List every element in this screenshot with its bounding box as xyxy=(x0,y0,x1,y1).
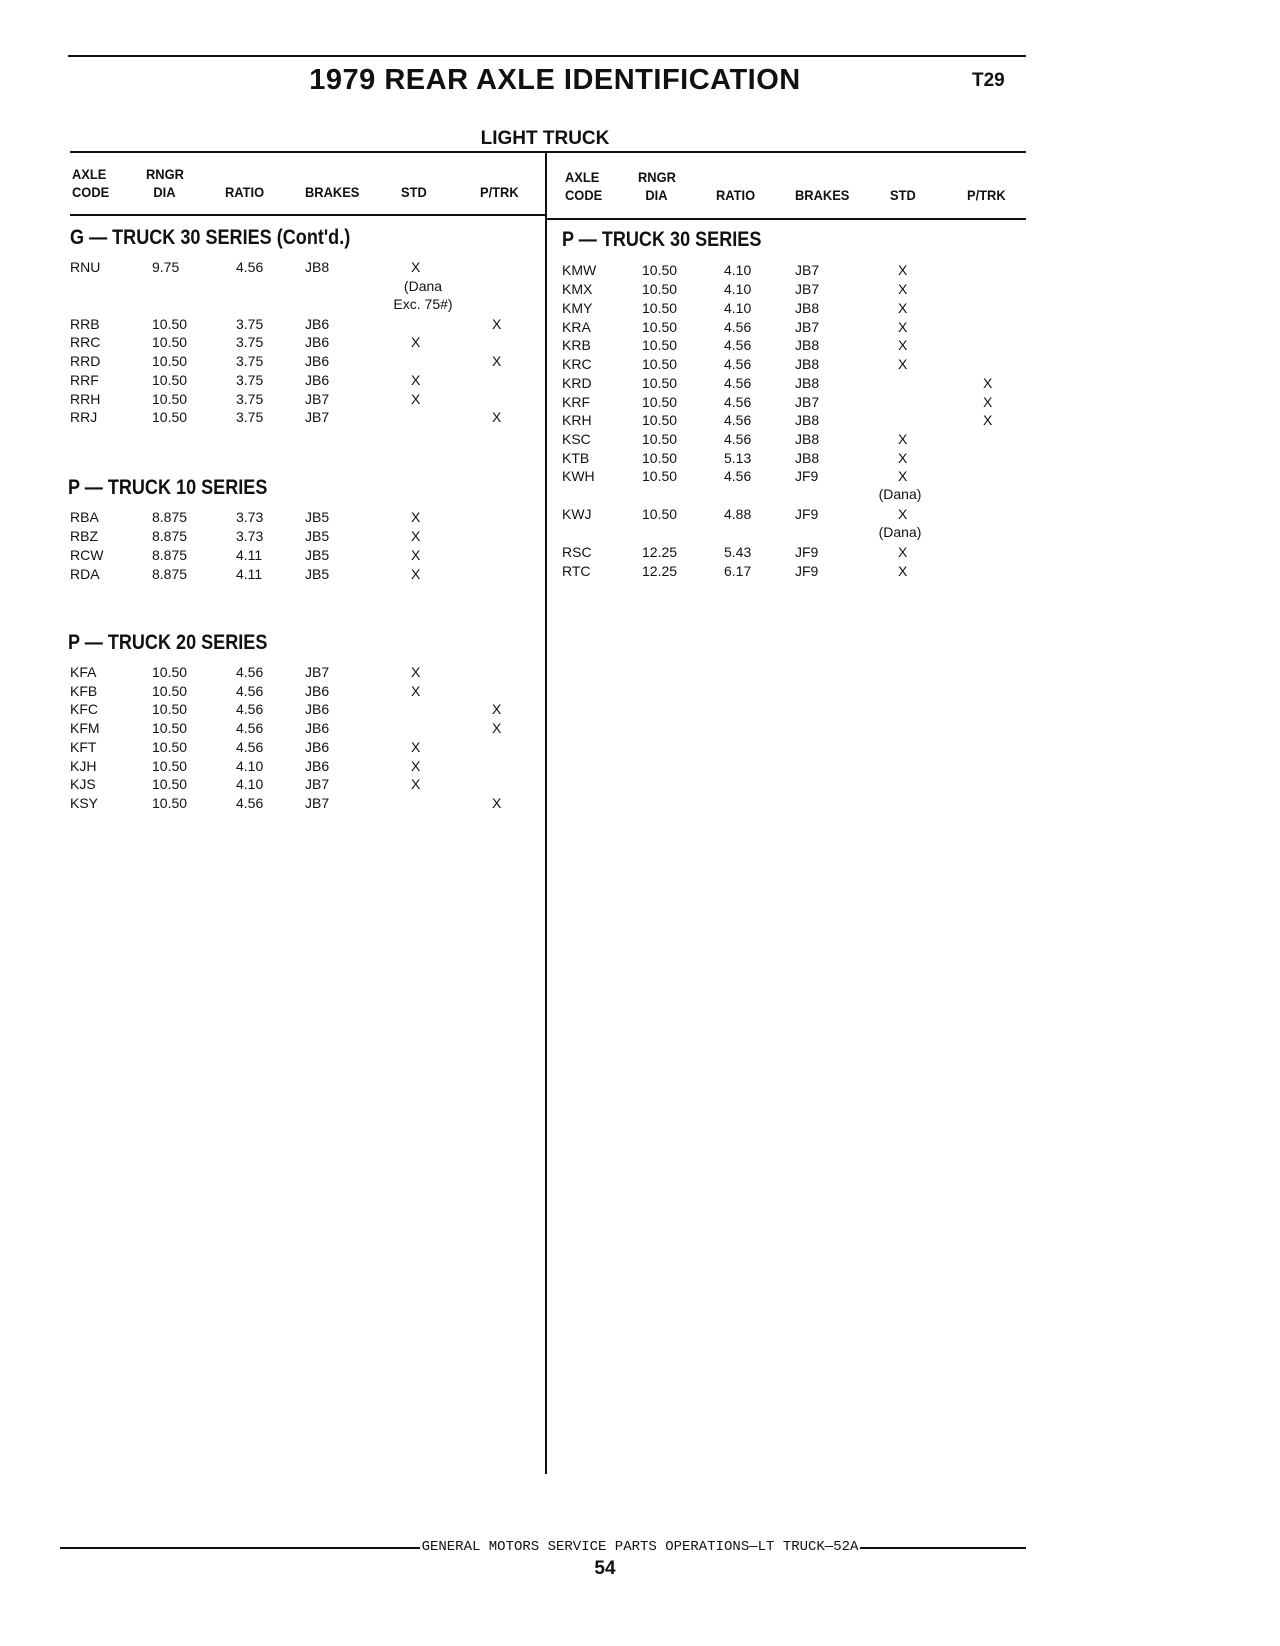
footer-text: GENERAL MOTORS SERVICE PARTS OPERATIONS—LT TRUCK—52A xyxy=(421,1539,859,1555)
cell-std: X xyxy=(898,450,908,466)
cell-ratio: 4.56 xyxy=(724,319,752,335)
cell-ptrk: X xyxy=(983,375,993,391)
cell-ratio: 4.10 xyxy=(724,262,752,278)
cell-std: X xyxy=(898,300,908,316)
header-brakes-right: BRAKES xyxy=(795,187,850,203)
cell-code: KFB xyxy=(70,683,98,699)
cell-code: RRF xyxy=(70,372,99,388)
cell-ptrk: X xyxy=(492,316,502,332)
section-title-p-truck-30: P — TRUCK 30 SERIES xyxy=(562,228,762,251)
cell-code: KMX xyxy=(562,281,593,297)
cell-std: X xyxy=(898,337,908,353)
cell-std: X xyxy=(411,683,421,699)
cell-brakes: JB8 xyxy=(795,450,820,466)
cell-dia: 10.50 xyxy=(152,391,188,407)
cell-dia: 12.25 xyxy=(642,563,678,579)
cell-std: X xyxy=(411,739,421,755)
cell-ratio: 4.56 xyxy=(236,739,264,755)
cell-ratio: 3.75 xyxy=(236,334,264,350)
cell-dia: 8.875 xyxy=(152,547,188,563)
cell-code: KRC xyxy=(562,356,592,372)
cell-brakes: JB8 xyxy=(795,412,820,428)
cell-brakes: JB7 xyxy=(305,795,330,811)
cell-dia: 10.50 xyxy=(152,664,188,680)
table-row xyxy=(0,280,1280,298)
cell-brakes: JB7 xyxy=(305,409,330,425)
cell-brakes: JF9 xyxy=(795,563,819,579)
cell-code: RDA xyxy=(70,566,100,582)
cell-code: KSC xyxy=(562,431,591,447)
header-std-left: STD xyxy=(401,184,427,200)
cell-code: RRJ xyxy=(70,409,98,425)
table-row xyxy=(0,449,1280,467)
cell-code: KTB xyxy=(562,450,590,466)
cell-brakes: JB6 xyxy=(305,334,330,350)
cell-ratio: 4.56 xyxy=(724,356,752,372)
cell-ratio: 5.43 xyxy=(724,544,752,560)
header-rngr-dia-left: RNGR DIA xyxy=(146,166,184,200)
cell-std: X xyxy=(411,372,421,388)
cell-brakes: JB6 xyxy=(305,720,330,736)
cell-std: X xyxy=(898,431,908,447)
table-row xyxy=(0,700,1280,718)
cell-ratio: 3.75 xyxy=(236,391,264,407)
cell-brakes: JB7 xyxy=(305,391,330,407)
note-dana-kwh: (Dana) xyxy=(878,486,922,502)
cell-code: KRF xyxy=(562,394,590,410)
table-row xyxy=(0,318,1280,336)
cell-ratio: 4.56 xyxy=(724,431,752,447)
cell-dia: 10.50 xyxy=(152,316,188,332)
cell-brakes: JB8 xyxy=(795,356,820,372)
cell-brakes: JB6 xyxy=(305,683,330,699)
cell-std: X xyxy=(898,356,908,372)
cell-code: RSC xyxy=(562,544,592,560)
header-bottom-rule-right xyxy=(546,218,1026,220)
table-row xyxy=(0,411,1280,429)
cell-code: RRC xyxy=(70,334,101,350)
table-row xyxy=(0,336,1280,354)
header-std-right: STD xyxy=(890,187,916,203)
cell-brakes: JB7 xyxy=(795,262,820,278)
cell-brakes: JB7 xyxy=(795,394,820,410)
section-title-p-truck-20: P — TRUCK 20 SERIES xyxy=(68,631,268,654)
header-bottom-rule-left xyxy=(70,214,546,216)
cell-dia: 10.50 xyxy=(152,353,188,369)
cell-code: RBA xyxy=(70,509,99,525)
cell-brakes: JB5 xyxy=(305,528,330,544)
cell-dia: 10.50 xyxy=(152,795,188,811)
header-ptrk-left: P/TRK xyxy=(480,184,519,200)
cell-dia: 10.50 xyxy=(152,758,188,774)
page-title: 1979 REAR AXLE IDENTIFICATION xyxy=(309,64,801,96)
cell-dia: 10.50 xyxy=(642,394,678,410)
table-row xyxy=(0,393,1280,411)
cell-std: X xyxy=(411,528,421,544)
cell-ptrk: X xyxy=(983,412,993,428)
cell-code: RTC xyxy=(562,563,591,579)
cell-std: X xyxy=(411,259,421,275)
cell-code: KJH xyxy=(70,758,97,774)
cell-brakes: JB8 xyxy=(795,431,820,447)
cell-brakes: JB5 xyxy=(305,509,330,525)
cell-ratio: 4.56 xyxy=(236,795,264,811)
cell-brakes: JB6 xyxy=(305,758,330,774)
table-row xyxy=(0,663,1280,681)
cell-code: KSY xyxy=(70,795,99,811)
cell-brakes: JB6 xyxy=(305,739,330,755)
cell-brakes: JF9 xyxy=(795,468,819,484)
cell-brakes: JB8 xyxy=(305,259,330,275)
cell-ratio: 4.10 xyxy=(724,300,752,316)
header-axle-code-left: AXLE CODE xyxy=(72,166,110,200)
cell-brakes: JB8 xyxy=(795,337,820,353)
cell-ptrk: X xyxy=(492,720,502,736)
header-axle-code-right: AXLE CODE xyxy=(565,169,603,203)
cell-code: KRA xyxy=(562,319,591,335)
cell-dia: 9.75 xyxy=(152,259,180,275)
cell-ratio: 4.10 xyxy=(236,758,264,774)
cell-ratio: 3.73 xyxy=(236,528,264,544)
page-number: 54 xyxy=(594,1558,616,1579)
top-rule xyxy=(68,55,1026,57)
cell-ratio: 3.75 xyxy=(236,316,264,332)
cell-dia: 10.50 xyxy=(642,356,678,372)
cell-ratio: 6.17 xyxy=(724,563,752,579)
cell-dia: 10.50 xyxy=(642,450,678,466)
header-ratio-right: RATIO xyxy=(716,187,756,203)
header-brakes-left: BRAKES xyxy=(305,184,360,200)
cell-ratio: 4.56 xyxy=(724,337,752,353)
cell-code: KFC xyxy=(70,701,98,717)
cell-dia: 10.50 xyxy=(642,319,678,335)
cell-ratio: 4.56 xyxy=(724,375,752,391)
header-rngr-dia-right: RNGR DIA xyxy=(638,169,676,203)
cell-code: RCW xyxy=(70,547,104,563)
cell-code: KMY xyxy=(562,300,593,316)
cell-code: KJS xyxy=(70,776,96,792)
cell-code: RRH xyxy=(70,391,101,407)
cell-code: KFT xyxy=(70,739,97,755)
cell-ratio: 4.11 xyxy=(236,566,263,582)
cell-ratio: 4.56 xyxy=(236,259,264,275)
cell-ptrk: X xyxy=(492,701,502,717)
cell-ratio: 3.75 xyxy=(236,353,264,369)
cell-brakes: JB5 xyxy=(305,566,330,582)
cell-dia: 10.50 xyxy=(642,506,678,522)
cell-brakes: JB8 xyxy=(795,375,820,391)
cell-ptrk: X xyxy=(492,409,502,425)
cell-code: KFA xyxy=(70,664,97,680)
cell-dia: 12.25 xyxy=(642,544,678,560)
cell-ratio: 4.56 xyxy=(236,683,264,699)
cell-code: KRH xyxy=(562,412,592,428)
cell-ratio: 3.75 xyxy=(236,409,264,425)
cell-brakes: JF9 xyxy=(795,544,819,560)
cell-std: X xyxy=(411,776,421,792)
section-title-p-truck-10: P — TRUCK 10 SERIES xyxy=(68,476,268,499)
cell-dia: 10.50 xyxy=(152,334,188,350)
cell-brakes: JB7 xyxy=(305,776,330,792)
header-top-rule xyxy=(70,151,1026,153)
header-ptrk-right: P/TRK xyxy=(967,187,1006,203)
cell-brakes: JB6 xyxy=(305,701,330,717)
cell-code: KRB xyxy=(562,337,591,353)
cell-std: X xyxy=(411,334,421,350)
cell-dia: 10.50 xyxy=(642,468,678,484)
cell-std: X xyxy=(411,509,421,525)
cell-ratio: 4.56 xyxy=(236,720,264,736)
table-row xyxy=(0,299,1280,317)
cell-brakes: JB6 xyxy=(305,372,330,388)
table-row xyxy=(0,682,1280,700)
cell-dia: 10.50 xyxy=(152,739,188,755)
cell-ratio: 4.10 xyxy=(724,281,752,297)
table-row xyxy=(0,719,1280,737)
cell-dia: 8.875 xyxy=(152,566,188,582)
table-row xyxy=(0,562,1280,580)
cell-ratio: 4.56 xyxy=(724,412,752,428)
cell-brakes: JF9 xyxy=(795,506,819,522)
table-row xyxy=(0,430,1280,448)
note-dana-kwj: (Dana) xyxy=(878,524,922,540)
cell-code: RRB xyxy=(70,316,100,332)
table-row xyxy=(0,467,1280,485)
cell-std: X xyxy=(411,391,421,407)
cell-std: X xyxy=(898,506,908,522)
cell-brakes: JB6 xyxy=(305,353,330,369)
cell-dia: 10.50 xyxy=(152,683,188,699)
cell-code: RRD xyxy=(70,353,101,369)
cell-dia: 10.50 xyxy=(152,720,188,736)
cell-dia: 10.50 xyxy=(152,372,188,388)
table-row xyxy=(0,374,1280,392)
table-row xyxy=(0,355,1280,373)
cell-std: X xyxy=(411,664,421,680)
cell-brakes: JB8 xyxy=(795,300,820,316)
cell-ptrk: X xyxy=(492,795,502,811)
cell-dia: 10.50 xyxy=(642,337,678,353)
cell-std: X xyxy=(898,544,908,560)
cell-ratio: 4.56 xyxy=(724,394,752,410)
cell-brakes: JB7 xyxy=(795,281,820,297)
cell-ratio: 4.56 xyxy=(236,664,264,680)
cell-std: X xyxy=(898,262,908,278)
cell-ptrk: X xyxy=(492,353,502,369)
cell-code: KFM xyxy=(70,720,100,736)
cell-ratio: 4.88 xyxy=(724,506,752,522)
table-row xyxy=(0,757,1280,775)
table-row xyxy=(0,794,1280,812)
cell-brakes: JB6 xyxy=(305,316,330,332)
cell-code: RBZ xyxy=(70,528,98,544)
cell-dia: 8.875 xyxy=(152,528,188,544)
cell-dia: 10.50 xyxy=(642,375,678,391)
cell-code: KRD xyxy=(562,375,592,391)
cell-dia: 10.50 xyxy=(642,412,678,428)
cell-dia: 10.50 xyxy=(642,300,678,316)
header-ratio-left: RATIO xyxy=(225,184,265,200)
cell-code: KWJ xyxy=(562,506,592,522)
table-row xyxy=(0,543,1280,561)
cell-std: X xyxy=(411,758,421,774)
cell-std: X xyxy=(898,281,908,297)
cell-dia: 10.50 xyxy=(152,701,188,717)
cell-dia: 10.50 xyxy=(152,776,188,792)
table-row xyxy=(0,261,1280,279)
cell-std: X xyxy=(898,468,908,484)
table-subtitle: LIGHT TRUCK xyxy=(480,128,610,149)
table-row xyxy=(0,775,1280,793)
cell-dia: 10.50 xyxy=(152,409,188,425)
cell-code: KMW xyxy=(562,262,597,278)
note-dana-exc: (Dana Exc. 75#) xyxy=(393,278,453,312)
cell-brakes: JB7 xyxy=(795,319,820,335)
cell-dia: 8.875 xyxy=(152,509,188,525)
table-row xyxy=(0,738,1280,756)
cell-brakes: JB5 xyxy=(305,547,330,563)
cell-dia: 10.50 xyxy=(642,281,678,297)
cell-ratio: 4.10 xyxy=(236,776,264,792)
cell-ratio: 5.13 xyxy=(724,450,752,466)
cell-ratio: 3.73 xyxy=(236,509,264,525)
cell-std: X xyxy=(898,319,908,335)
cell-ptrk: X xyxy=(983,394,993,410)
cell-std: X xyxy=(898,563,908,579)
cell-ratio: 4.11 xyxy=(236,547,263,563)
cell-code: KWH xyxy=(562,468,595,484)
cell-dia: 10.50 xyxy=(642,431,678,447)
cell-std: X xyxy=(411,547,421,563)
cell-ratio: 3.75 xyxy=(236,372,264,388)
cell-code: RNU xyxy=(70,259,101,275)
page-code: T29 xyxy=(972,70,1005,91)
cell-std: X xyxy=(411,566,421,582)
cell-brakes: JB7 xyxy=(305,664,330,680)
cell-dia: 10.50 xyxy=(642,262,678,278)
cell-ratio: 4.56 xyxy=(236,701,264,717)
section-title-g-truck-30: G — TRUCK 30 SERIES (Cont'd.) xyxy=(70,226,351,249)
cell-ratio: 4.56 xyxy=(724,468,752,484)
table-row xyxy=(0,505,1280,523)
